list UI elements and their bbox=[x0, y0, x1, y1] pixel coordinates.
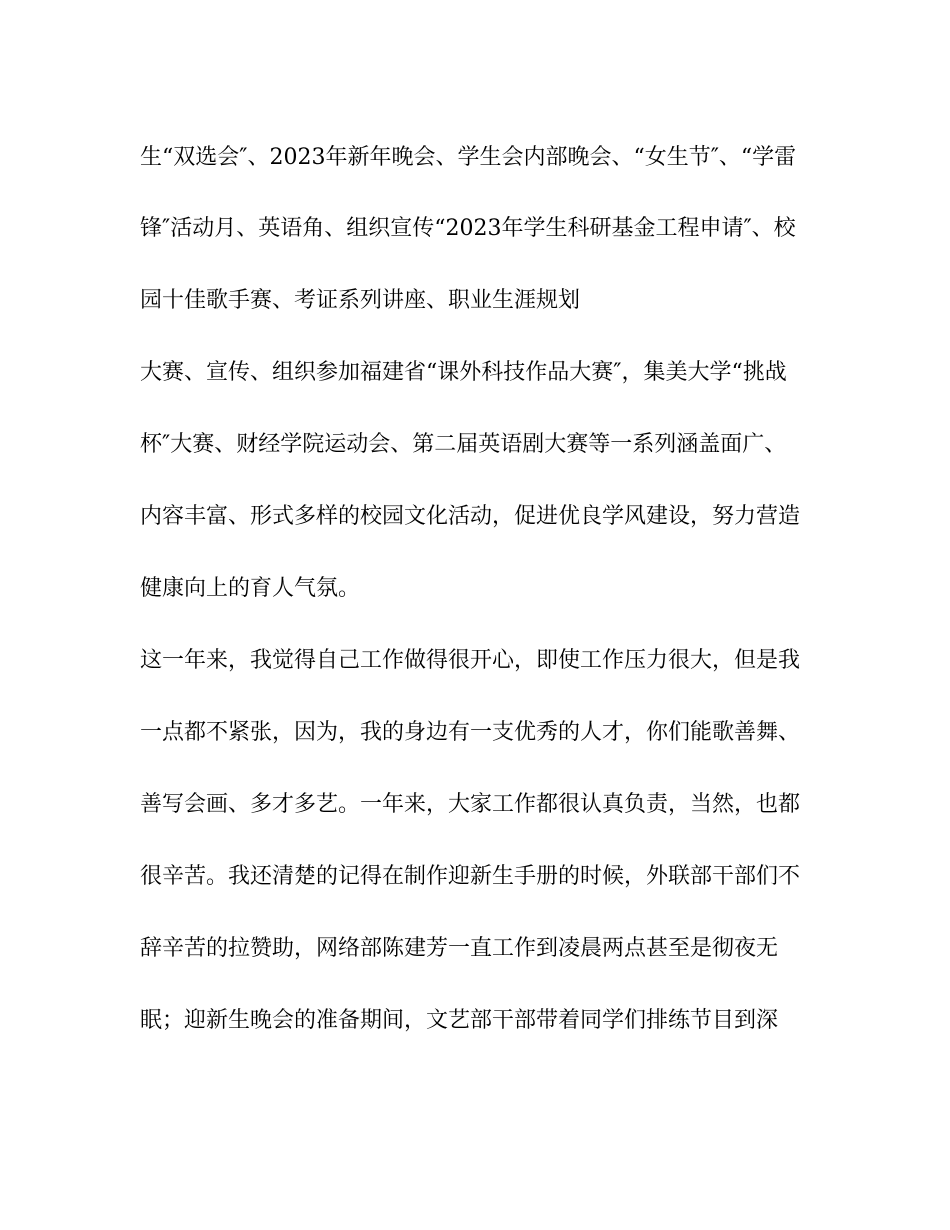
text-line: 辞辛苦的拉赞助，网络部陈建芳一直工作到凌晨两点甚至是彻夜无 bbox=[140, 936, 779, 961]
text-line: 内容丰富、形式多样的校园文化活动，促进优良学风建设，努力营造 bbox=[140, 504, 801, 529]
text-line: 一点都不紧张，因为，我的身边有一支优秀的人才，你们能歌善舞、 bbox=[140, 720, 801, 745]
text-line: 很辛苦。我还清楚的记得在制作迎新生手册的时候，外联部干部们不 bbox=[140, 864, 801, 889]
text-line: 大赛、宣传、组织参加福建省“课外科技作品大赛″，集美大学“挑战 bbox=[140, 360, 787, 385]
text-line: 锋″活动月、英语角、组织宣传“2023年学生科研基金工程申请″、校 bbox=[140, 216, 796, 241]
text-line: 杯″大赛、财经学院运动会、第二届英语剧大赛等一系列涵盖面广、 bbox=[140, 432, 787, 457]
text-line: 健康向上的育人气氛。 bbox=[140, 576, 361, 601]
text-line: 这一年来，我觉得自己工作做得很开心，即使工作压力很大，但是我 bbox=[140, 648, 801, 673]
text-line: 眠；迎新生晚会的准备期间，文艺部干部带着同学们排练节目到深 bbox=[140, 1008, 779, 1033]
text-line: 善写会画、多才多艺。一年来，大家工作都很认真负责，当然，也都 bbox=[140, 792, 801, 817]
text-line: 生“双选会″、2023年新年晚会、学生会内部晚会、“女生节″、“学雷 bbox=[140, 145, 797, 170]
text-line: 园十佳歌手赛、考证系列讲座、职业生涯规划 bbox=[140, 288, 581, 313]
